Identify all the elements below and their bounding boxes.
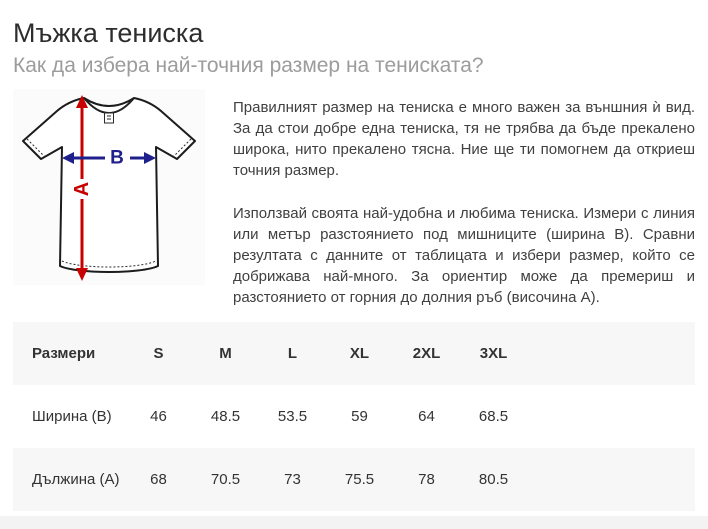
size-table xyxy=(13,322,695,511)
width-arrow-label: B xyxy=(110,147,124,169)
size-table-header-l: L xyxy=(287,345,298,362)
spacer-cell xyxy=(527,448,695,511)
size-table-row-length xyxy=(13,448,695,511)
collar-tag-icon xyxy=(105,113,114,123)
height-arrow-label: A xyxy=(71,181,93,197)
size-table-row-width xyxy=(13,385,695,448)
bottom-background-strip xyxy=(0,516,708,529)
size-table-header-xl: XL xyxy=(349,345,370,362)
width-value-3xl: 68.5 xyxy=(478,408,509,425)
size-table-header-3xl: 3XL xyxy=(479,345,508,362)
row-label-length: Дължина (A) xyxy=(32,471,120,488)
length-value-2xl: 78 xyxy=(418,471,435,488)
intro-paragraph-1: Правилният размер на тениска е много важен за външния ѝ вид. За да стои добре една тениска, тя не трябва да бъде прекалено широка, нито прекалено тясна. Ние ще ти помогнем да откриеш точния размер. xyxy=(233,99,695,179)
page-header xyxy=(13,0,695,78)
intro-text xyxy=(233,89,695,308)
tshirt-outline xyxy=(23,98,195,272)
length-value-s: 68 xyxy=(150,471,167,488)
size-table-header-m: M xyxy=(219,345,232,362)
page-subtitle: Как да избера най-точния размер на тениската? xyxy=(13,54,484,77)
length-value-3xl: 80.5 xyxy=(478,471,509,488)
width-value-s: 46 xyxy=(150,408,167,425)
content-section xyxy=(13,89,695,308)
spacer-cell xyxy=(527,322,695,385)
size-table-header-sizes: Размери xyxy=(32,345,96,362)
tshirt-diagram-graphic xyxy=(13,89,205,285)
row-label-width: Ширина (B) xyxy=(32,408,112,425)
length-value-l: 73 xyxy=(284,471,301,488)
width-value-2xl: 64 xyxy=(418,408,435,425)
length-value-m: 70.5 xyxy=(210,471,241,488)
size-table-header-2xl: 2XL xyxy=(412,345,441,362)
size-table-header-row xyxy=(13,322,695,385)
width-value-xl: 59 xyxy=(351,408,368,425)
spacer-cell xyxy=(527,385,695,448)
intro-paragraph-2: Използвай своята най-удобна и любима тениска. Измери с линия или метър разстоянието под мишниците (ширина B). Сравни резултата с данните от таблицата и избери размер, който се добрижава най-много. За ориентир може да премериш и разстоянието от горния до долния ръб (височина A). xyxy=(233,205,695,306)
size-table-header-s: S xyxy=(153,345,164,362)
width-value-m: 48.5 xyxy=(210,408,241,425)
page-title: Мъжка тениска xyxy=(13,18,204,48)
width-value-l: 53.5 xyxy=(277,408,308,425)
tshirt-measurement-diagram xyxy=(13,89,205,285)
length-value-xl: 75.5 xyxy=(344,471,375,488)
